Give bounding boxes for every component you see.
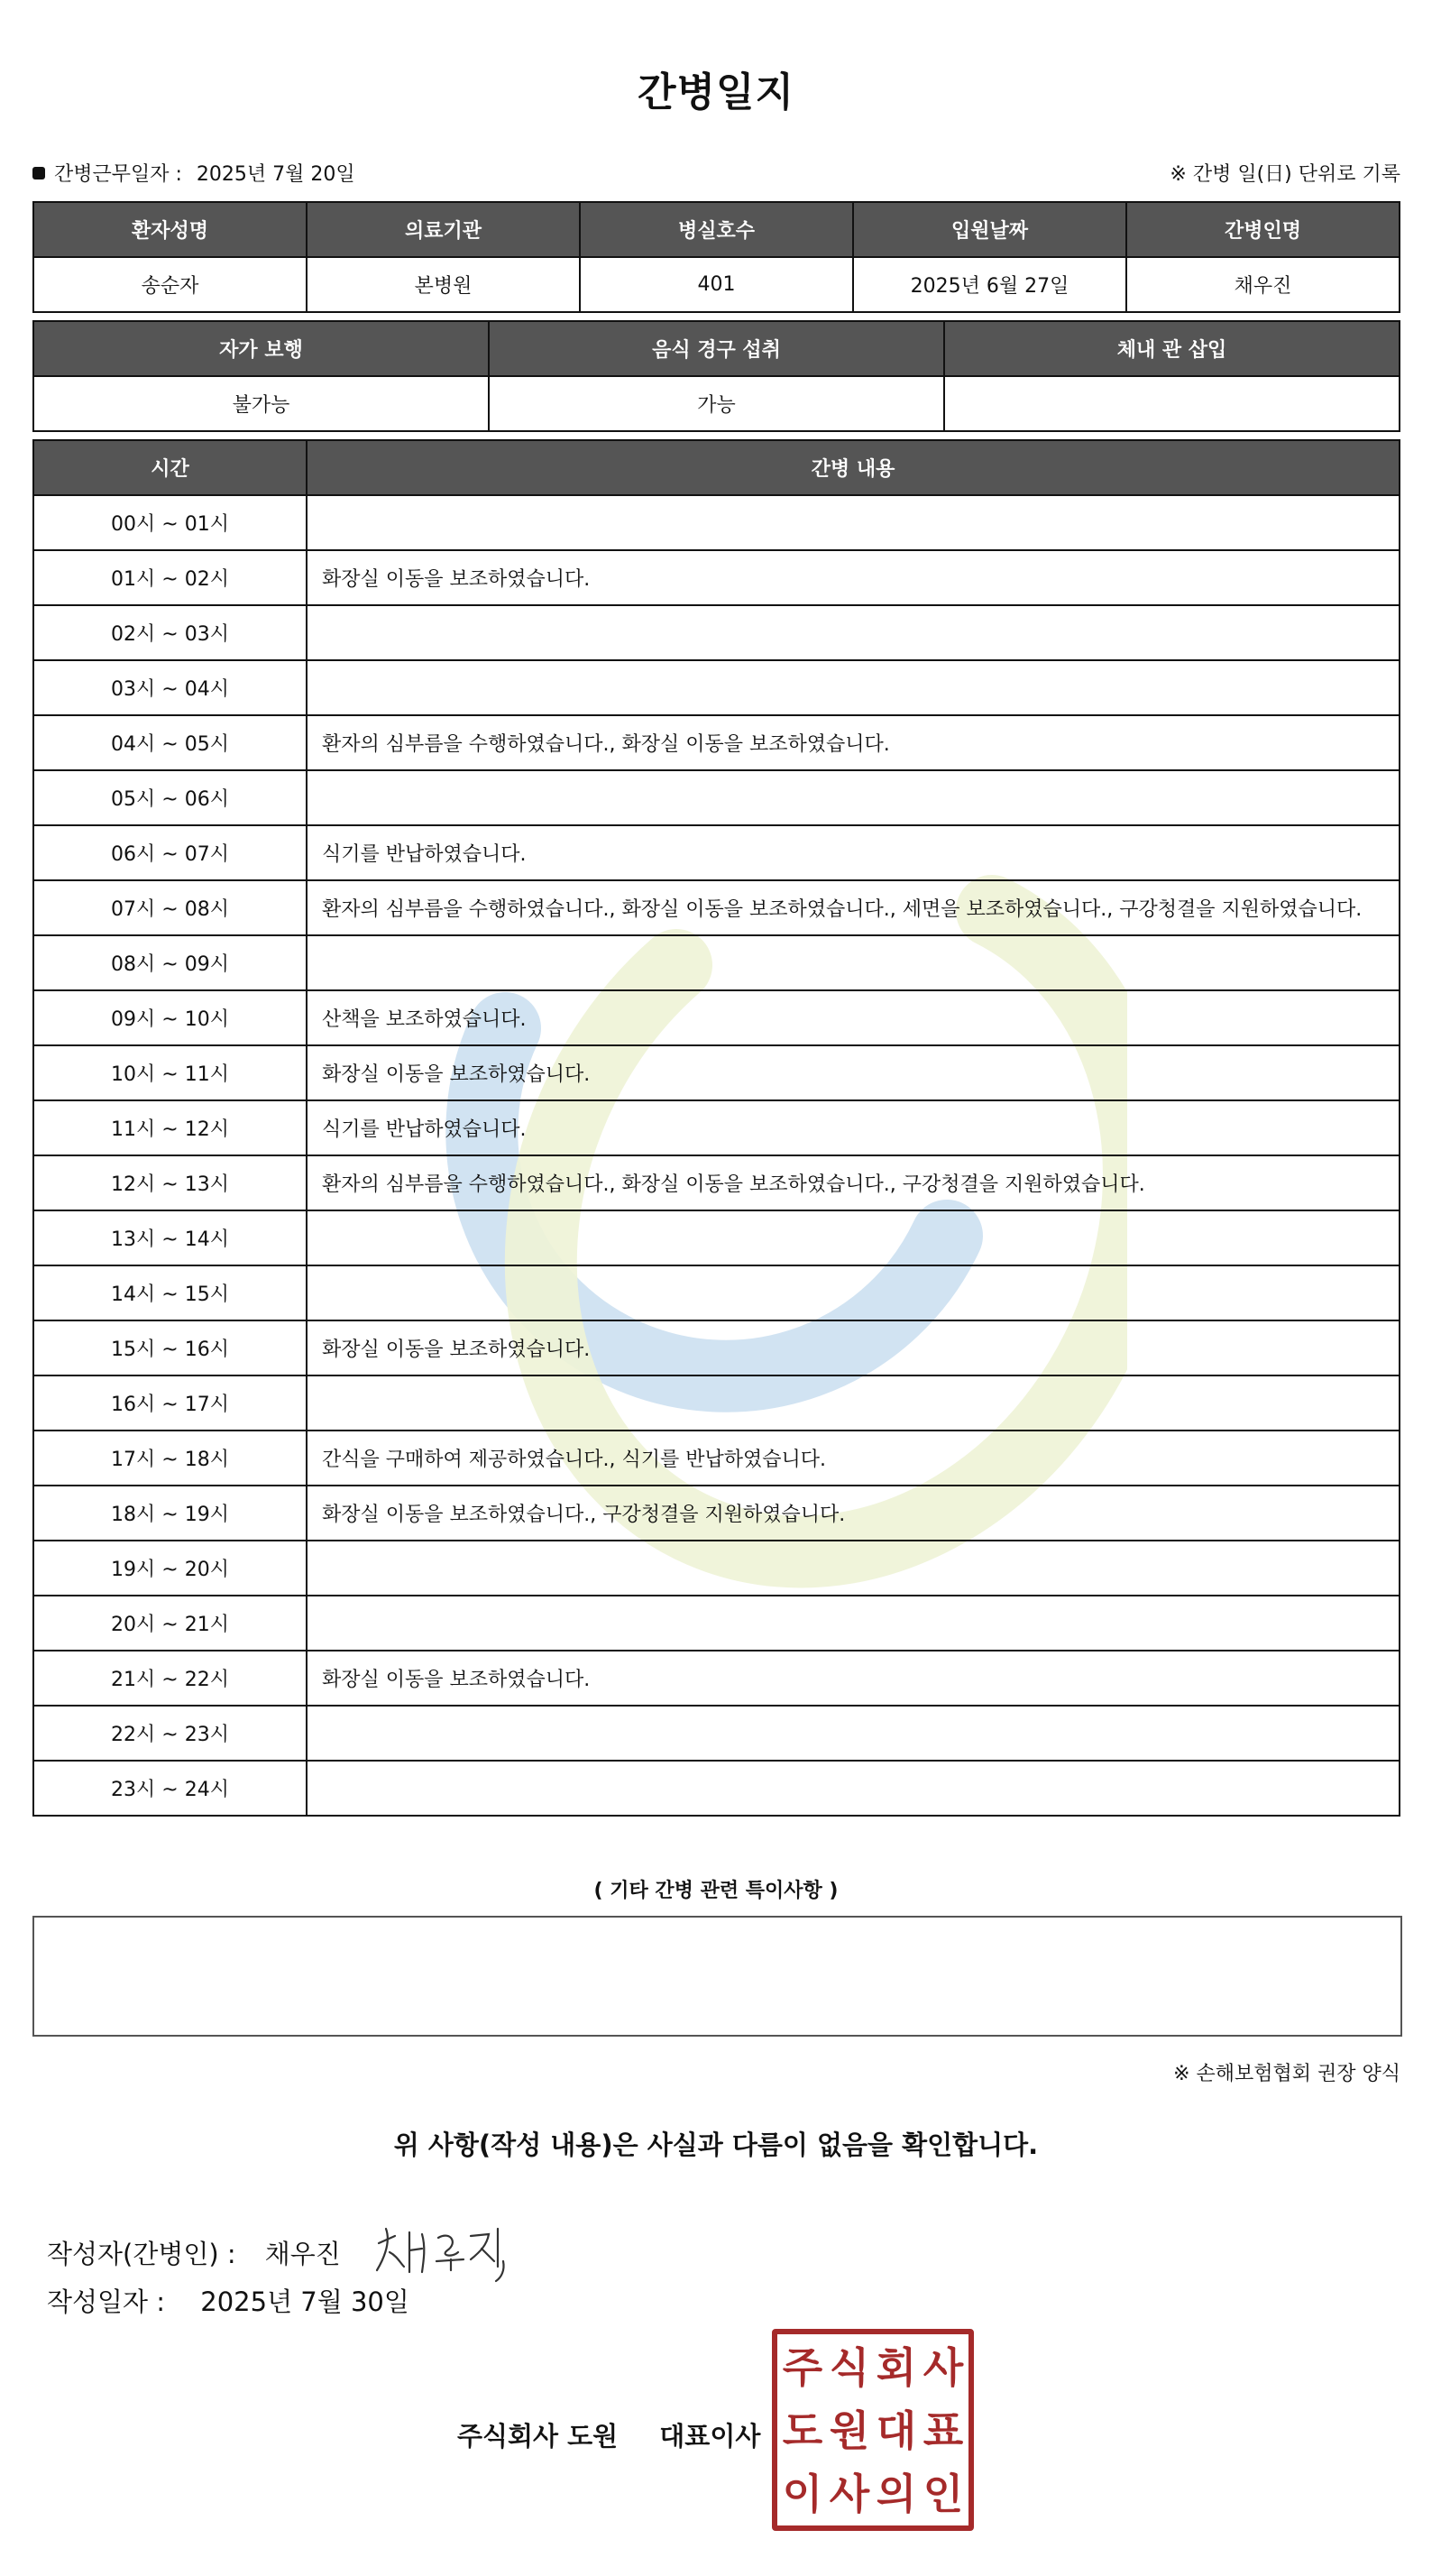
log-content bbox=[307, 1761, 1400, 1816]
header-patient-name: 환자성명 bbox=[33, 202, 307, 257]
log-time: 05시 ~ 06시 bbox=[33, 770, 307, 825]
log-content bbox=[307, 495, 1400, 550]
log-time: 13시 ~ 14시 bbox=[33, 1210, 307, 1265]
log-content: 화장실 이동을 보조하였습니다. bbox=[307, 1320, 1400, 1375]
header-room: 병실호수 bbox=[580, 202, 853, 257]
log-time: 21시 ~ 22시 bbox=[33, 1651, 307, 1706]
log-row bbox=[33, 495, 1400, 550]
log-time: 18시 ~ 19시 bbox=[33, 1486, 307, 1541]
log-row bbox=[33, 1100, 1400, 1155]
log-row bbox=[33, 1541, 1400, 1596]
header-oral-intake: 음식 경구 섭취 bbox=[489, 321, 944, 376]
log-content: 환자의 심부름을 수행하였습니다., 화장실 이동을 보조하였습니다., 구강청결을 지원하였습니다. bbox=[307, 1155, 1400, 1210]
company-seal bbox=[772, 2329, 974, 2531]
write-date-label: 작성일자 : bbox=[47, 2286, 166, 2317]
association-note: ※ 손해보험협회 권장 양식 bbox=[1173, 2063, 1400, 2085]
seal-char: 사 bbox=[829, 2470, 870, 2518]
log-row bbox=[33, 1431, 1400, 1486]
seal-char: 식 bbox=[829, 2343, 870, 2392]
log-row bbox=[33, 1320, 1400, 1375]
header-self-walking: 자가 보행 bbox=[33, 321, 489, 376]
oral-intake-value: 가능 bbox=[489, 376, 944, 431]
log-time: 15시 ~ 16시 bbox=[33, 1320, 307, 1375]
log-row bbox=[33, 990, 1400, 1045]
log-content: 산책을 보조하였습니다. bbox=[307, 990, 1400, 1045]
log-time: 00시 ~ 01시 bbox=[33, 495, 307, 550]
header-tube-insertion: 체내 관 삽입 bbox=[944, 321, 1400, 376]
log-content: 간식을 구매하여 제공하였습니다., 식기를 반납하였습니다. bbox=[307, 1431, 1400, 1486]
log-time: 10시 ~ 11시 bbox=[33, 1045, 307, 1100]
seal-char: 원 bbox=[829, 2406, 870, 2455]
log-content bbox=[307, 1541, 1400, 1596]
seal-char: 회 bbox=[876, 2343, 917, 2392]
log-content bbox=[307, 660, 1400, 715]
seal-char: 이 bbox=[782, 2470, 823, 2518]
log-content: 환자의 심부름을 수행하였습니다., 화장실 이동을 보조하였습니다. bbox=[307, 715, 1400, 770]
log-content: 화장실 이동을 보조하였습니다. bbox=[307, 550, 1400, 605]
writer-name: 채우진 bbox=[264, 2238, 341, 2269]
header-caregiver: 간병인명 bbox=[1126, 202, 1400, 257]
log-time: 04시 ~ 05시 bbox=[33, 715, 307, 770]
log-content bbox=[307, 1265, 1400, 1320]
seal-char: 대 bbox=[876, 2406, 917, 2455]
log-content bbox=[307, 1706, 1400, 1761]
seal-char: 표 bbox=[923, 2406, 964, 2455]
seal-char: 주 bbox=[782, 2343, 823, 2392]
log-time: 06시 ~ 07시 bbox=[33, 825, 307, 880]
writer-label: 작성자(간병인) : bbox=[47, 2238, 236, 2269]
work-date bbox=[32, 159, 355, 187]
write-date-line bbox=[47, 2282, 409, 2319]
patient-status-table bbox=[32, 320, 1400, 432]
header-care-content: 간병 내용 bbox=[307, 440, 1400, 495]
log-time: 03시 ~ 04시 bbox=[33, 660, 307, 715]
log-time: 14시 ~ 15시 bbox=[33, 1265, 307, 1320]
log-row bbox=[33, 605, 1400, 660]
log-time: 01시 ~ 02시 bbox=[33, 550, 307, 605]
log-content bbox=[307, 605, 1400, 660]
admission-date: 2025년 6월 27일 bbox=[853, 257, 1126, 312]
header-admission-date: 입원날짜 bbox=[853, 202, 1126, 257]
log-time: 08시 ~ 09시 bbox=[33, 935, 307, 990]
bullet-icon bbox=[32, 167, 45, 179]
log-row bbox=[33, 1210, 1400, 1265]
work-date-value: 2025년 7월 20일 bbox=[196, 163, 355, 186]
log-time: 16시 ~ 17시 bbox=[33, 1375, 307, 1431]
log-time: 11시 ~ 12시 bbox=[33, 1100, 307, 1155]
log-time: 07시 ~ 08시 bbox=[33, 880, 307, 935]
log-content: 화장실 이동을 보조하였습니다. bbox=[307, 1045, 1400, 1100]
seal-char: 인 bbox=[923, 2470, 964, 2518]
tube-insertion-value bbox=[944, 376, 1400, 431]
hospital: 본병원 bbox=[307, 257, 580, 312]
log-time: 22시 ~ 23시 bbox=[33, 1706, 307, 1761]
room-number: 401 bbox=[580, 257, 853, 312]
handwritten-signature bbox=[370, 2216, 514, 2288]
log-row bbox=[33, 880, 1400, 935]
log-row bbox=[33, 1651, 1400, 1706]
log-content: 식기를 반납하였습니다. bbox=[307, 825, 1400, 880]
care-log-table bbox=[32, 439, 1400, 1817]
log-time: 23시 ~ 24시 bbox=[33, 1761, 307, 1816]
record-note: ※ 간병 일(日) 단위로 기록 bbox=[1170, 163, 1400, 186]
log-row bbox=[33, 825, 1400, 880]
log-time: 02시 ~ 03시 bbox=[33, 605, 307, 660]
log-row bbox=[33, 1045, 1400, 1100]
remarks-box bbox=[32, 1916, 1402, 2037]
log-row bbox=[33, 1155, 1400, 1210]
header-time: 시간 bbox=[33, 440, 307, 495]
header-hospital: 의료기관 bbox=[307, 202, 580, 257]
log-row bbox=[33, 935, 1400, 990]
log-content: 환자의 심부름을 수행하였습니다., 화장실 이동을 보조하였습니다., 세면을 보조하였습니다., 구강청결을 지원하였습니다. bbox=[307, 880, 1400, 935]
seal-char: 사 bbox=[923, 2343, 964, 2392]
log-row bbox=[33, 770, 1400, 825]
log-content: 화장실 이동을 보조하였습니다., 구강청결을 지원하였습니다. bbox=[307, 1486, 1400, 1541]
log-row bbox=[33, 1375, 1400, 1431]
log-time: 20시 ~ 21시 bbox=[33, 1596, 307, 1651]
log-row bbox=[33, 550, 1400, 605]
log-content bbox=[307, 1375, 1400, 1431]
company-name: 주식회사 도원 bbox=[457, 2421, 619, 2452]
log-time: 09시 ~ 10시 bbox=[33, 990, 307, 1045]
writer-line bbox=[47, 2216, 514, 2288]
log-row bbox=[33, 715, 1400, 770]
log-time: 12시 ~ 13시 bbox=[33, 1155, 307, 1210]
caregiver-name: 채우진 bbox=[1126, 257, 1400, 312]
patient-name: 송순자 bbox=[33, 257, 307, 312]
seal-char: 의 bbox=[876, 2470, 917, 2518]
log-content bbox=[307, 935, 1400, 990]
work-date-label: 간병근무일자 : bbox=[54, 163, 182, 186]
log-content bbox=[307, 1210, 1400, 1265]
log-content bbox=[307, 1596, 1400, 1651]
representative-title: 대표이사 bbox=[659, 2421, 761, 2452]
log-content bbox=[307, 770, 1400, 825]
log-row bbox=[33, 1706, 1400, 1761]
patient-info-table bbox=[32, 201, 1400, 313]
log-row bbox=[33, 660, 1400, 715]
confirmation-statement: 위 사항(작성 내용)은 사실과 다름이 없음을 확인합니다. bbox=[393, 2130, 1039, 2160]
page-title: 간병일지 bbox=[637, 69, 794, 115]
write-date-value: 2025년 7월 30일 bbox=[200, 2286, 409, 2317]
log-content: 화장실 이동을 보조하였습니다. bbox=[307, 1651, 1400, 1706]
remarks-title: ( 기타 간병 관련 특이사항 ) bbox=[593, 1880, 839, 1902]
log-content: 식기를 반납하였습니다. bbox=[307, 1100, 1400, 1155]
log-row bbox=[33, 1596, 1400, 1651]
log-row bbox=[33, 1486, 1400, 1541]
log-row bbox=[33, 1761, 1400, 1816]
seal-char: 도 bbox=[782, 2406, 823, 2455]
self-walking-value: 불가능 bbox=[33, 376, 489, 431]
log-row bbox=[33, 1265, 1400, 1320]
log-time: 19시 ~ 20시 bbox=[33, 1541, 307, 1596]
log-time: 17시 ~ 18시 bbox=[33, 1431, 307, 1486]
company-line bbox=[457, 2416, 760, 2453]
